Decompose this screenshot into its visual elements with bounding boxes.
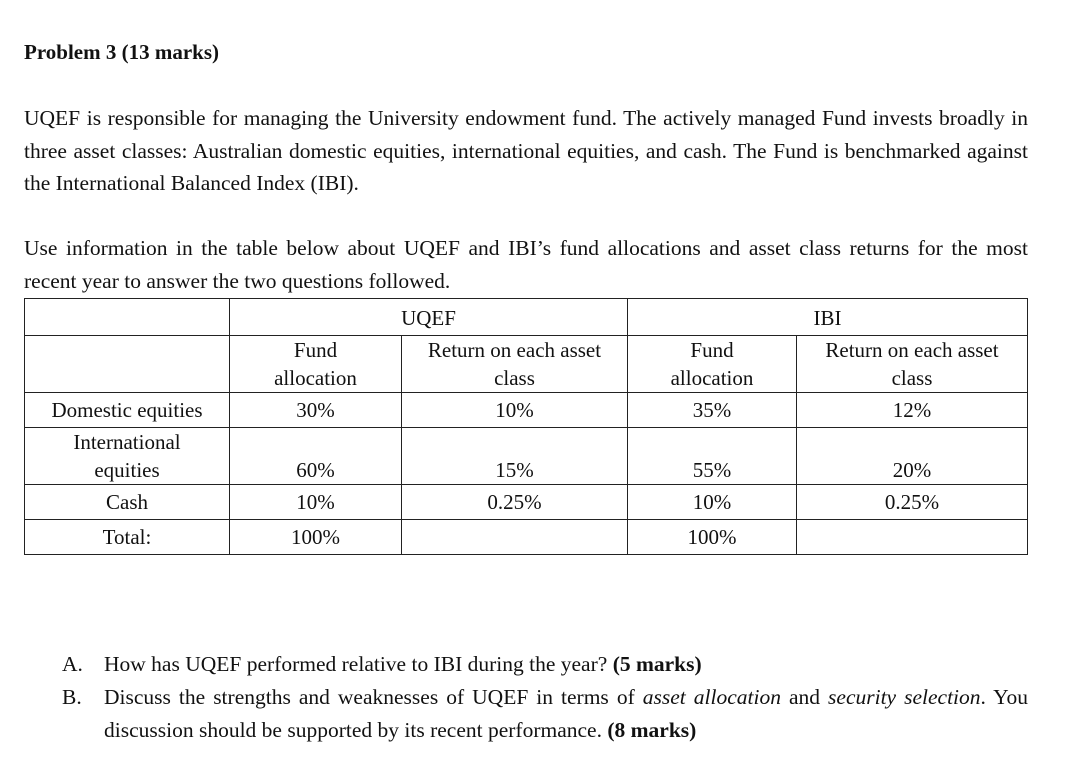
question-a [62,648,1028,681]
uqef-allocation-cell: 100% [230,520,402,555]
question-a-text [104,648,1028,681]
uqef-return-header: Return on each asset class [402,336,628,393]
question-b-part1: Discuss the strengths and weaknesses of UQEF in terms of [104,685,635,709]
question-a-body: How has UQEF performed relative to IBI during the year? [104,652,608,676]
uqef-allocation-cell: 30% [230,393,402,428]
table-row [25,393,1028,428]
uqef-return-cell: 0.25% [402,485,628,520]
ibi-return-header: Return on each asset class [797,336,1028,393]
ibi-return-cell: 12% [797,393,1028,428]
question-b-part3: and [788,685,821,709]
table-row [25,428,1028,485]
question-b-part5: . You discussion should be supported by its recent performance. [104,685,1028,742]
intro-paragraph: UQEF is responsible for managing the University endowment fund. The actively managed Fund invests broadly in three asset classes: Australian domestic equities, international equities, and cash. The Fund is benchmarked against the International Balanced Index (IBI). [24,106,1028,195]
uqef-allocation-cell: 60% [230,428,402,485]
question-b-marks: (8 marks) [607,717,697,742]
ibi-allocation-cell: 10% [628,485,797,520]
question-b-asset-allocation: asset allocation [642,685,781,709]
table-column-header-row [25,336,1028,393]
question-b-security-selection: security selection [828,685,981,709]
ibi-allocation-cell: 55% [628,428,797,485]
uqef-allocation-cell: 10% [230,485,402,520]
uqef-return-cell: 15% [402,428,628,485]
table-group-header-row [25,299,1028,336]
row-label: Domestic equities [25,393,230,428]
question-b [62,681,1028,746]
question-a-letter: A. [62,652,83,676]
uqef-return-cell [402,520,628,555]
uqef-group-header: UQEF [230,299,628,336]
question-b-text [104,681,1028,746]
ibi-allocation-cell: 100% [628,520,797,555]
allocation-table [24,298,1028,555]
row-label: International equities [25,428,230,485]
ibi-return-cell: 20% [797,428,1028,485]
table-corner-cell [25,336,230,393]
ibi-group-header: IBI [628,299,1028,336]
table-corner-cell [25,299,230,336]
row-label: Total: [25,520,230,555]
ibi-allocation-cell: 35% [628,393,797,428]
uqef-return-cell: 10% [402,393,628,428]
row-label: Cash [25,485,230,520]
instruction-paragraph: Use information in the table below about UQEF and IBI’s fund allocations and asset class returns for the most recent year to answer the two questions followed. [24,236,1028,293]
problem-title: Problem 3 (13 marks) [24,40,219,64]
question-b-letter: B. [62,685,82,709]
table-row [25,485,1028,520]
ibi-allocation-header: Fund allocation [628,336,797,393]
table-row [25,520,1028,555]
ibi-return-cell [797,520,1028,555]
uqef-allocation-header: Fund allocation [230,336,402,393]
ibi-return-cell: 0.25% [797,485,1028,520]
question-a-marks: (5 marks) [612,652,702,676]
